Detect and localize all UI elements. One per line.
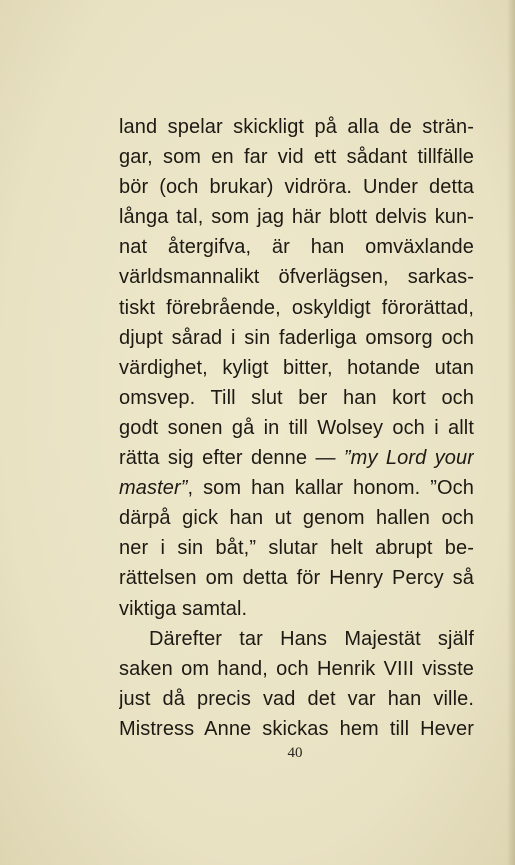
text-line: ner i sin båt,” slutar helt abrupt be- (119, 537, 474, 560)
text-line: värdighet, kyligt bitter, hotande utan (119, 356, 474, 379)
text-line: gar, som en far vid ett sådant tillfälle (119, 146, 474, 169)
text-line: land spelar skickligt på alla de strän- (119, 116, 474, 138)
text-line-paragraph-start: Därefter tar Hans Majestät själf (149, 627, 474, 650)
text-line: tiskt förebrående, oskyldigt förorättad, (119, 296, 474, 319)
text-segment: rätta sig efter denne — (119, 447, 344, 470)
text-line: rättelsen om detta för Henry Percy så (119, 567, 474, 590)
text-line: djupt sårad i sin faderliga omsorg och (119, 326, 474, 349)
text-line: Mistress Anne skickas hem till Hever (119, 717, 474, 740)
italic-segment: ”my Lord your (343, 447, 474, 470)
text-line: just då precis vad det var han ville. (119, 687, 474, 710)
text-line: saken om hand, och Henrik VIII visste (119, 657, 474, 680)
text-line: godt sonen gå in till Wolsey och i allt (119, 416, 474, 439)
page-edge-shadow (507, 0, 515, 865)
text-line: omsvep. Till slut ber han kort och (119, 386, 474, 409)
text-line: bör (och brukar) vidröra. Under detta (119, 176, 474, 199)
text-line (119, 443, 474, 473)
text-segment: , som han kallar honom. ”Och (187, 477, 474, 500)
body-text (119, 112, 474, 744)
italic-segment: master” (119, 477, 188, 500)
text-line: därpå gick han ut genom hallen och (119, 507, 474, 530)
text-line: långa tal, som jag här blott delvis kun- (119, 206, 474, 229)
text-line: världsmannalikt öfverlägsen, sarkas- (119, 266, 474, 289)
page-number: 40 (287, 745, 303, 761)
text-line-paragraph-end: viktiga samtal. (119, 597, 248, 620)
text-line: nat återgifva, är han omväxlande (119, 236, 474, 259)
text-line (119, 473, 474, 503)
